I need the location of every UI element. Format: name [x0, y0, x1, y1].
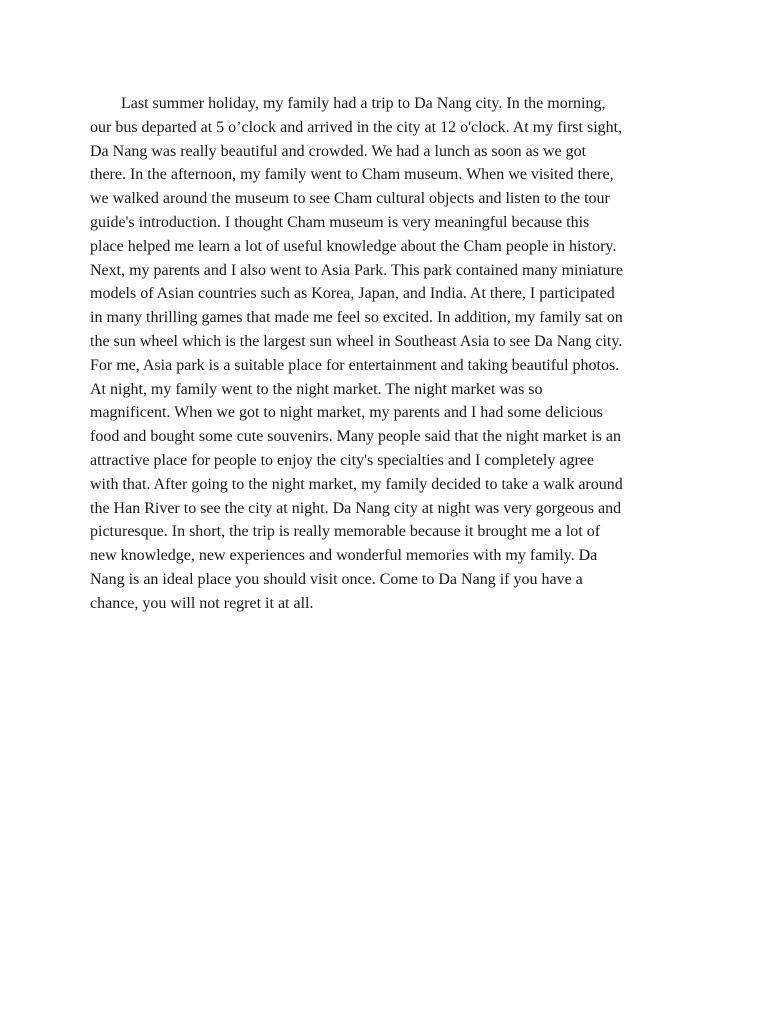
- paragraph-line: models of Asian countries such as Korea, Japan, and India. At there, I participated: [90, 285, 615, 303]
- paragraph-line: Last summer holiday, my family had a trip to Da Nang city. In the morning,: [121, 95, 606, 112]
- paragraph-line: Da Nang was really beautiful and crowded. We had a lunch as soon as we got: [90, 142, 587, 160]
- paragraph-line: there. In the afternoon, my family went to Cham museum. When we visited there,: [90, 166, 614, 184]
- paragraph-line: guide's introduction. I thought Cham museum is very meaningful because this: [90, 213, 590, 231]
- paragraph-line: the Han River to see the city at night. Da Nang city at night was very gorgeous and: [90, 499, 622, 517]
- paragraph-line: the sun wheel which is the largest sun wheel in Southeast Asia to see Da Nang city.: [90, 332, 623, 350]
- paragraph-line: place helped me learn a lot of useful knowledge about the Cham people in history.: [90, 237, 617, 255]
- paragraph-line: At night, my family went to the night market. The night market was so: [90, 380, 543, 398]
- paragraph-line: picturesque. In short, the trip is really memorable because it brought me a lot of: [90, 523, 601, 541]
- paragraph-line: new knowledge, new experiences and wonderful memories with my family. Da: [90, 547, 598, 565]
- paragraph-line: magnificent. When we got to night market, my parents and I had some delicious: [90, 404, 603, 422]
- body-paragraph: [90, 92, 690, 616]
- paragraph-line: Nang is an ideal place you should visit once. Come to Da Nang if you have a: [90, 570, 583, 588]
- paragraph-line: we walked around the museum to see Cham cultural objects and listen to the tour: [90, 190, 610, 208]
- paragraph-line: food and bought some cute souvenirs. Many people said that the night market is an: [90, 428, 621, 446]
- paragraph-line: Next, my parents and I also went to Asia Park. This park contained many miniature: [90, 261, 623, 279]
- paragraph-line: with that. After going to the night market, my family decided to take a walk around: [90, 475, 623, 493]
- paragraph-line: in many thrilling games that made me feel so excited. In addition, my family sat on: [90, 309, 623, 327]
- paragraph-line: our bus departed at 5 o’clock and arrived in the city at 12 o'clock. At my first sight,: [90, 118, 623, 136]
- paragraph-line: chance, you will not regret it at all.: [90, 594, 314, 612]
- paragraph-line: For me, Asia park is a suitable place for entertainment and taking beautiful photos.: [90, 356, 620, 374]
- paragraph-line: attractive place for people to enjoy the city's specialties and I completely agree: [90, 451, 594, 469]
